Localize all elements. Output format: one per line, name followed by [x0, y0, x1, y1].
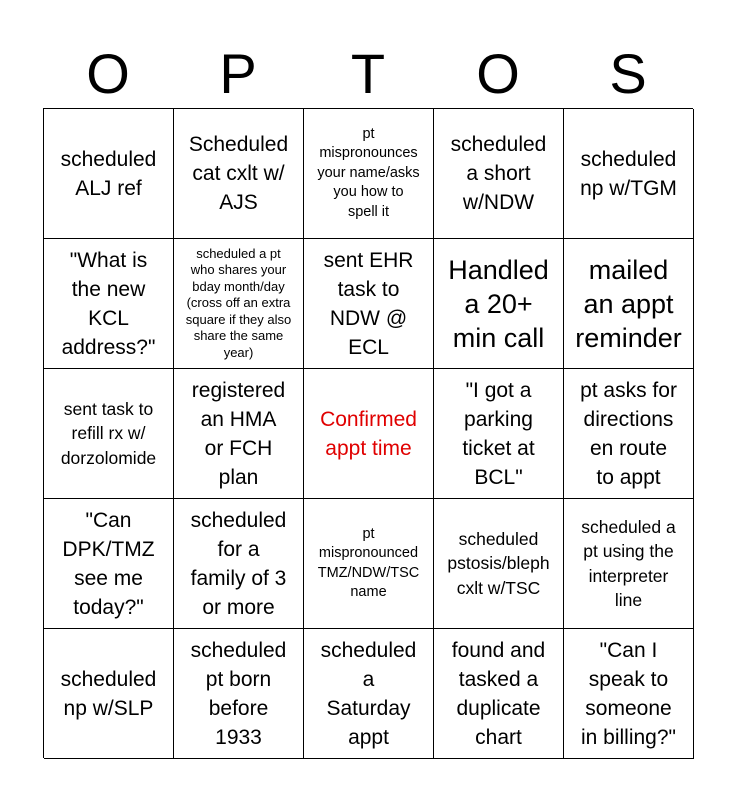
- bingo-cell-text: Scheduled cat cxlt w/ AJS: [188, 133, 289, 214]
- header-letter-p: P: [219, 42, 257, 105]
- bingo-cell-text: pt asks for directions en route to appt: [580, 378, 677, 489]
- bingo-cell[interactable]: [434, 499, 564, 629]
- bingo-header: [43, 40, 693, 108]
- bingo-cell[interactable]: [434, 629, 564, 759]
- bingo-cell[interactable]: [564, 239, 694, 369]
- bingo-cell[interactable]: [564, 629, 694, 759]
- bingo-cell-text: scheduled a Saturday appt: [320, 638, 417, 749]
- bingo-cell-text: pt mispronounces your name/asks you how to spell it: [317, 125, 420, 220]
- header-letter-s: S: [609, 42, 647, 105]
- header-letter-t: T: [350, 42, 386, 105]
- bingo-cell-text: registered an HMA or FCH plan: [191, 378, 286, 489]
- bingo-cell[interactable]: [174, 109, 304, 239]
- bingo-cell[interactable]: [304, 109, 434, 239]
- bingo-cell-text: sent EHR task to NDW @ ECL: [323, 248, 414, 359]
- bingo-cell-text: pt mispronounced TMZ/NDW/TSC name: [317, 525, 420, 600]
- bingo-cell-text: Confirmed appt time: [320, 407, 417, 460]
- bingo-cell-text: scheduled a pt using the interpreter line: [581, 516, 676, 610]
- bingo-cell[interactable]: [304, 239, 434, 369]
- bingo-cell[interactable]: [434, 239, 564, 369]
- bingo-cell[interactable]: [304, 629, 434, 759]
- bingo-cell-text: "Can DPK/TMZ see me today?": [62, 508, 155, 619]
- bingo-cell[interactable]: [44, 629, 174, 759]
- bingo-cell-free[interactable]: [304, 369, 434, 499]
- bingo-cell-text: scheduled for a family of 3 or more: [190, 508, 287, 619]
- bingo-cell-text: sent task to refill rx w/ dorzolomide: [60, 398, 157, 468]
- bingo-cell[interactable]: [174, 629, 304, 759]
- bingo-cell-text: scheduled np w/TGM: [580, 147, 677, 200]
- bingo-cell-text: mailed an appt reminder: [575, 254, 682, 353]
- bingo-cell[interactable]: [174, 369, 304, 499]
- bingo-cell-text: scheduled ALJ ref: [60, 147, 157, 200]
- bingo-cell-text: "I got a parking ticket at BCL": [462, 378, 535, 489]
- bingo-cell-text: scheduled pt born before 1933: [190, 638, 287, 749]
- bingo-cell[interactable]: [174, 239, 304, 369]
- header-letter-o1: O: [86, 42, 130, 105]
- bingo-cell-text: scheduled np w/SLP: [60, 667, 157, 720]
- bingo-cell-text: found and tasked a duplicate chart: [451, 638, 546, 749]
- bingo-cell[interactable]: [44, 239, 174, 369]
- bingo-cell[interactable]: [174, 499, 304, 629]
- bingo-cell[interactable]: [44, 499, 174, 629]
- bingo-cell[interactable]: [44, 369, 174, 499]
- bingo-cell[interactable]: [434, 369, 564, 499]
- bingo-cell-text: Handled a 20+ min call: [448, 254, 549, 353]
- bingo-cell-text: scheduled pstosis/bleph cxlt w/TSC: [447, 528, 550, 598]
- bingo-cell-text: scheduled a pt who shares your bday month/day (cross off an extra square if they also share the same year): [185, 245, 292, 360]
- bingo-cell-text: scheduled a short w/NDW: [450, 133, 547, 214]
- bingo-cell[interactable]: [44, 109, 174, 239]
- header-letter-o2: O: [476, 42, 520, 105]
- bingo-cell[interactable]: [564, 369, 694, 499]
- bingo-board: [43, 108, 693, 758]
- bingo-cell-text: "What is the new KCL address?": [61, 248, 156, 359]
- bingo-cell[interactable]: [564, 499, 694, 629]
- bingo-cell[interactable]: [434, 109, 564, 239]
- bingo-cell-text: "Can I speak to someone in billing?": [580, 638, 676, 749]
- bingo-cell[interactable]: [564, 109, 694, 239]
- bingo-cell[interactable]: [304, 499, 434, 629]
